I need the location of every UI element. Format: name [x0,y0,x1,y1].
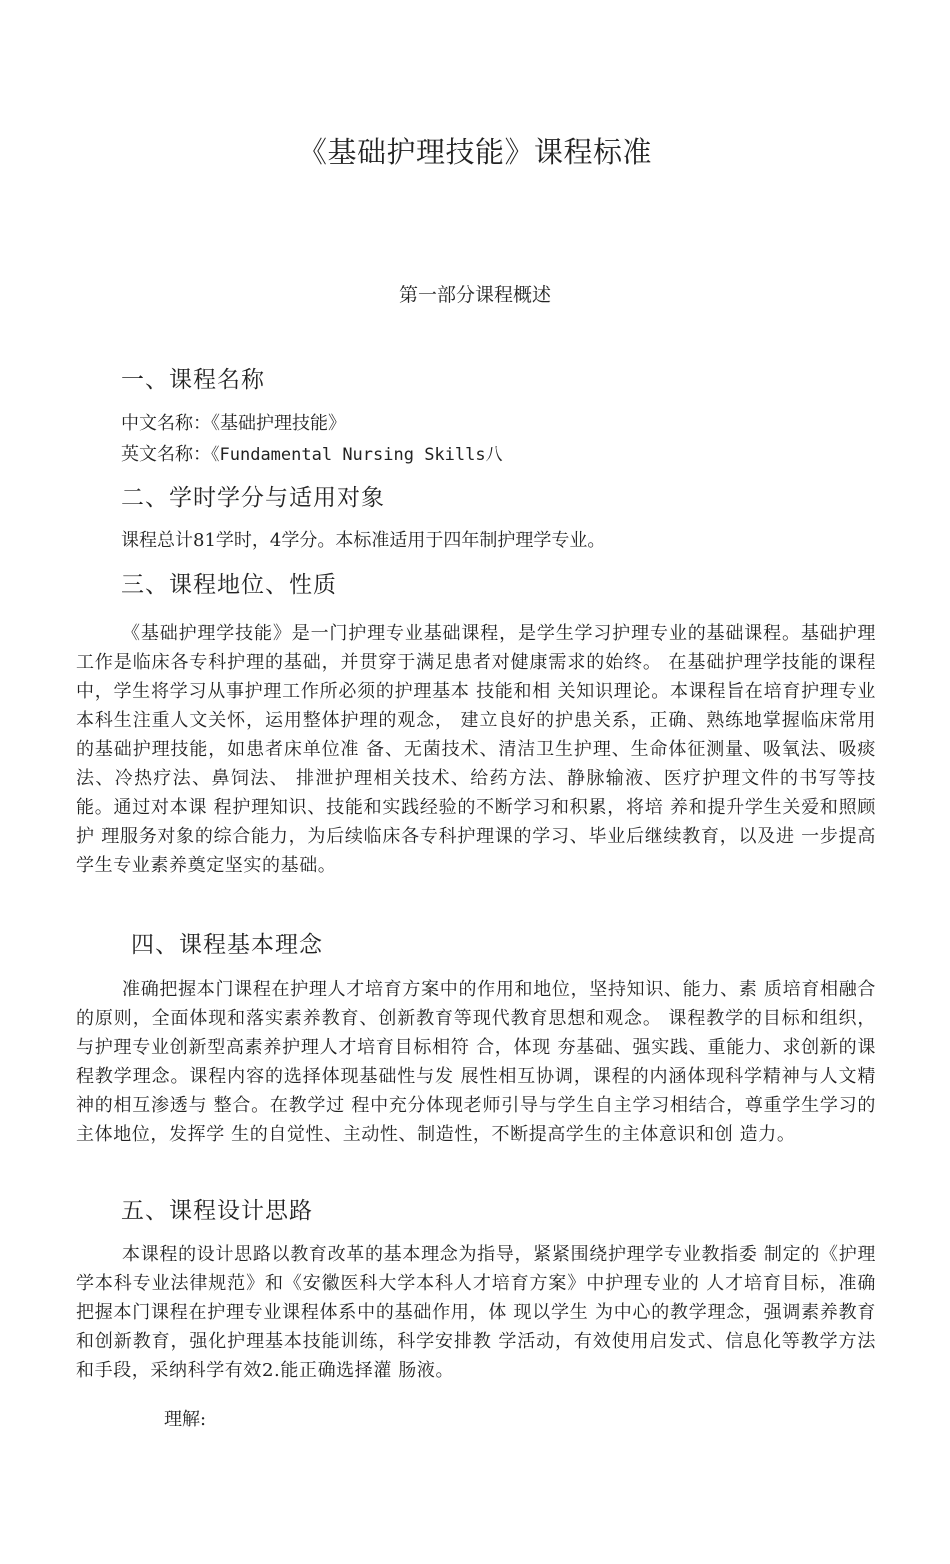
chinese-name-value: 《基础护理技能》 [211,413,346,434]
course-position-paragraph: 《基础护理学技能》是一门护理专业基础课程，是学生学习护理专业的基础课程。基础护理工作是临床各专科护理的基础，并贯穿于满足患者对健康需求的始终。 在基础护理学技能的课程中，学生将学习从事护理工作所必须的护理基本 技能和相 关知识理论。本课程旨在培育护理专业本科生注重人文关怀，运用整体护理的观念， 建立良好的护患关系，正确、熟练地掌握临床常用的基础护理技能，如患者床单位准 备、无菌技术、清洁卫生护理、生命体征测量、吸氧法、吸痰法、冷热疗法、鼻饲法、 排泄护理相关技术、给药方法、静脉输液、医疗护理文件的书写等技能。通过对本课 程护理知识、技能和实践经验的不断学习和积累，将培 养和提升学生关爱和照顾护 理服务对象的综合能力，为后续临床各专科护理课的学习、毕业后继续教育，以及进 一步提高学生专业素养奠定坚实的基础。 [76,623,876,876]
section-heading-hours-credits: 二、学时学分与适用对象 [121,485,385,511]
basic-concept-paragraph: 准确把握本门课程在护理人才培育方案中的作用和地位，坚持知识、能力、素 质培育相融合的原则，全面体现和落实素养教育、创新教育等现代教育思想和观念。 课程教学的目标和组织，与护理专业创新型高素养护理人才培育目标相符 合，体现 夯基础、强实践、重能力、求创新的课程教学理念。课程内容的选择体现基础性与发 展性相互协调，课程的内涵体现科学精神与人文精神的相互渗透与 整合。在教学过 程中充分体现老师引导与学生自主学习相结合，尊重学生学习的 主体地位，发挥学 生的自觉性、主动性、制造性，不断提高学生的主体意识和创 造力。 [76,979,876,1145]
part-heading: 第一部分课程概述 [398,284,551,306]
hours-credits-text: 课程总计81学时，4学分。本标准适用于四年制护理学专业。 [121,530,606,551]
design-approach-paragraph: 本课程的设计思路以教育改革的基本理念为指导，紧紧围绕护理学专业教指委 制定的《护理学本科专业法律规范》和《安徽医科大学本科人才培育方案》中护理专业的 人才培育目标，准确把握本门课程在护理专业课程体系中的基础作用，体 现以学生 为中心的教学理念，强调素养教育和创新教育，强化护理基本技能训练，科学安排教 学活动，有效使用启发式、信息化等教学方法和手段，采纳科学有效2.能正确选择灌 肠液。 [76,1244,876,1381]
section-heading-course-position: 三、课程地位、性质 [121,572,337,598]
chinese-name-label: 中文名称： [121,413,211,434]
section-heading-course-name: 一、课程名称 [121,367,265,393]
chinese-name-line [121,410,346,438]
english-name-label: 英文名称： [121,444,211,465]
english-name-value: 《Fundamental Nursing Skills八 [211,445,503,465]
section-heading-design-approach: 五、课程设计思路 [121,1198,313,1224]
section-heading-basic-concept: 四、课程基本理念 [131,932,323,958]
document-title: 《基础护理技能》课程标准 [297,135,652,169]
trailing-label: 理解: [164,1409,207,1430]
english-name-line [121,441,503,469]
